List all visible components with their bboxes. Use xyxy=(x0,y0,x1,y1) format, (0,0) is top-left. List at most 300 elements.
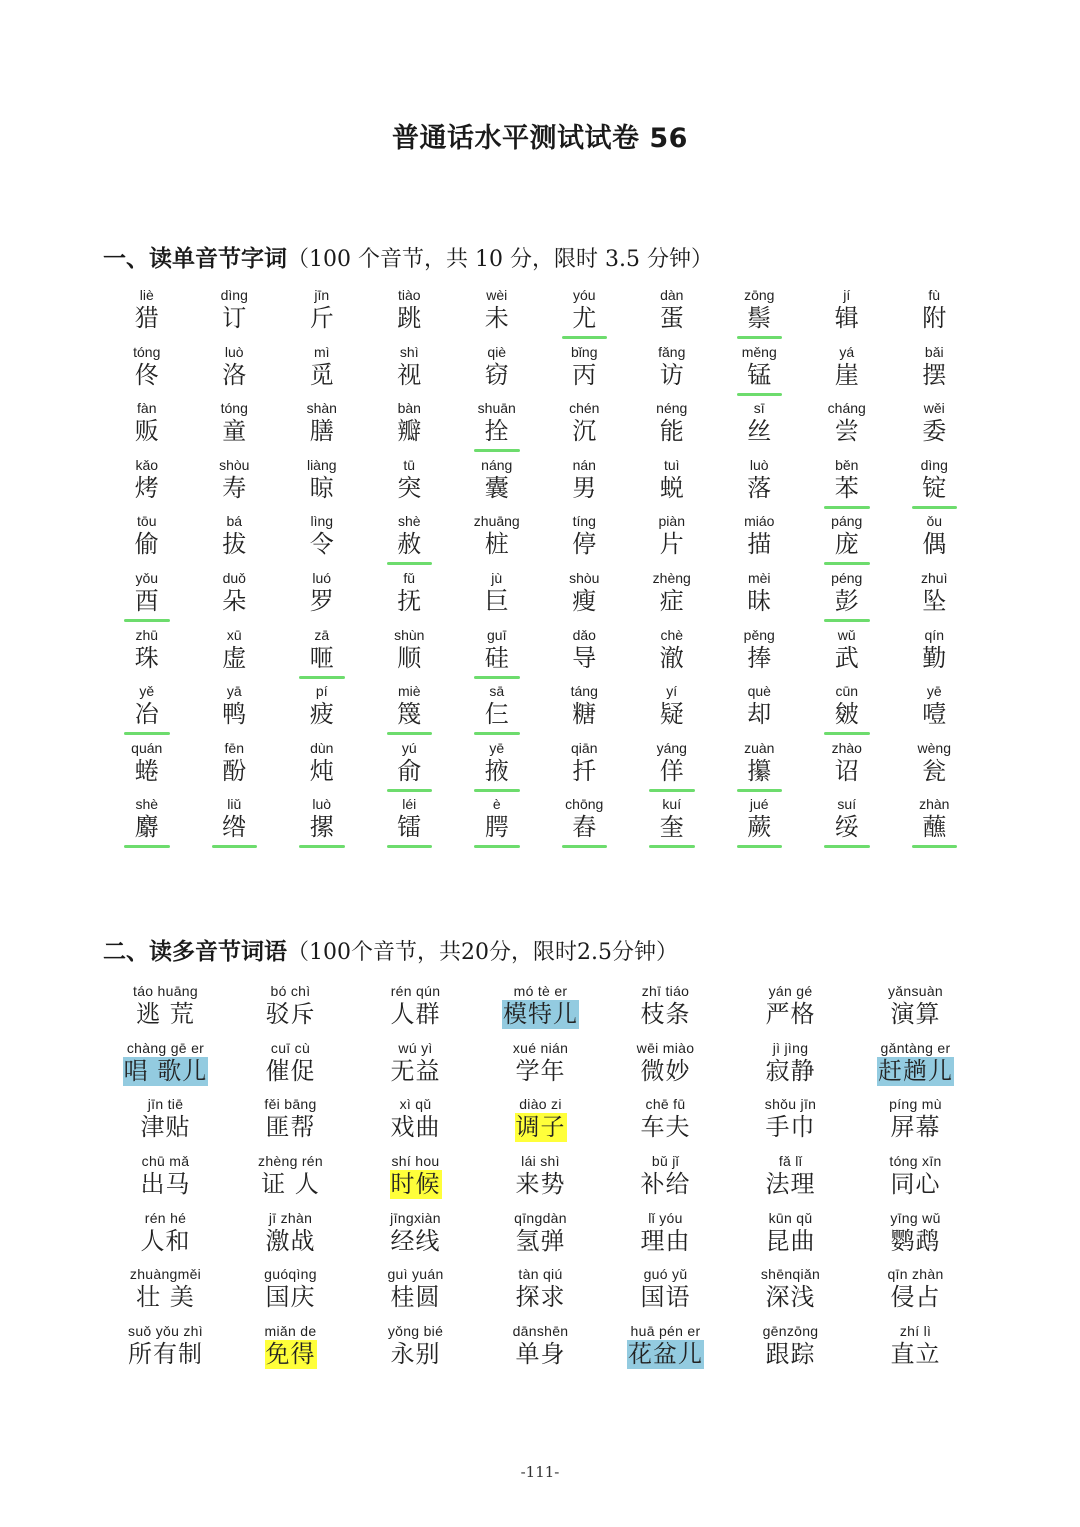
hanzi-word: 经线 xyxy=(390,1226,441,1255)
char-item xyxy=(803,287,891,344)
hanzi-char: 寿 xyxy=(222,473,247,502)
word-item xyxy=(478,983,603,1040)
pinyin-label: tóng xyxy=(220,400,248,417)
hanzi-char: 偶 xyxy=(922,530,947,559)
hanzi-char: 令 xyxy=(309,530,334,559)
hanzi-word: 调子 xyxy=(515,1113,566,1142)
word-item xyxy=(728,1266,853,1323)
pinyin-label: miè xyxy=(397,683,421,700)
pinyin-label: shàn xyxy=(306,400,337,417)
char-item xyxy=(541,570,629,627)
hanzi-char: 赦 xyxy=(397,530,422,559)
pinyin-label: qín xyxy=(924,626,944,643)
char-item xyxy=(716,457,804,514)
hanzi-char: 症 xyxy=(659,586,684,615)
hanzi-char: 噎 xyxy=(922,700,947,729)
char-item xyxy=(278,740,366,797)
hanzi-char: 停 xyxy=(572,530,597,559)
hanzi-char: 拔 xyxy=(222,530,247,559)
word-item xyxy=(853,1323,978,1380)
hanzi-char: 咂 xyxy=(309,643,334,672)
section-1-heading xyxy=(103,240,713,273)
pinyin-label: liǔ xyxy=(227,796,242,813)
pinyin-label: luó xyxy=(312,569,332,586)
pinyin-label: yú xyxy=(401,739,417,756)
hanzi-word: 桂圆 xyxy=(390,1283,441,1312)
char-item xyxy=(278,627,366,684)
hanzi-char: 未 xyxy=(484,304,509,332)
pinyin-label: liè xyxy=(139,287,154,303)
pinyin-label: yǒu xyxy=(135,569,159,586)
pinyin-label: zhū xyxy=(135,626,159,643)
word-item xyxy=(103,1153,228,1210)
char-item xyxy=(366,457,454,514)
hanzi-word: 逃 荒 xyxy=(136,1000,195,1028)
hanzi-word: 直立 xyxy=(890,1340,941,1369)
hanzi-char: 觅 xyxy=(309,360,334,389)
hanzi-word: 昆曲 xyxy=(765,1226,816,1255)
hanzi-char: 勤 xyxy=(922,643,947,672)
pinyin-label: shè xyxy=(135,796,159,813)
hanzi-word: 出马 xyxy=(140,1170,191,1199)
char-item xyxy=(628,627,716,684)
hanzi-word: 驳斥 xyxy=(265,1000,316,1028)
char-item xyxy=(541,400,629,457)
char-item xyxy=(716,570,804,627)
hanzi-char: 麝 xyxy=(134,813,159,842)
pinyin-label: shùn xyxy=(394,626,425,643)
char-item xyxy=(453,627,541,684)
pinyin-label: tàn qiú xyxy=(518,1266,563,1283)
word-item xyxy=(353,1096,478,1153)
hanzi-word: 花盆儿 xyxy=(628,1340,703,1369)
hanzi-char: 能 xyxy=(659,417,684,446)
char-item xyxy=(803,400,891,457)
char-item xyxy=(278,287,366,344)
pinyin-label: chē fū xyxy=(645,1096,686,1113)
char-item xyxy=(366,570,454,627)
pinyin-label: luò xyxy=(312,796,332,813)
pinyin-label: zā xyxy=(314,626,330,643)
pinyin-label: tōu xyxy=(137,513,157,530)
hanzi-word: 枝条 xyxy=(640,1000,691,1028)
hanzi-word: 国庆 xyxy=(265,1283,316,1312)
pinyin-label: yóu xyxy=(572,287,596,303)
hanzi-char: 锭 xyxy=(922,473,947,502)
char-item xyxy=(453,400,541,457)
hanzi-char: 皴 xyxy=(834,700,859,729)
pinyin-label: zuàn xyxy=(744,739,775,756)
pinyin-label: yǎnsuàn xyxy=(887,983,944,999)
char-item xyxy=(191,627,279,684)
char-item xyxy=(366,513,454,570)
hanzi-char: 摆 xyxy=(922,360,947,389)
pinyin-label: chōng xyxy=(565,796,604,813)
pinyin-label: péng xyxy=(831,569,863,586)
hanzi-char: 斤 xyxy=(309,304,334,332)
word-item xyxy=(478,1210,603,1267)
pinyin-label: yē xyxy=(926,683,942,700)
char-item xyxy=(366,683,454,740)
pinyin-label: shè xyxy=(397,513,421,530)
pinyin-label: mèi xyxy=(747,569,771,586)
word-item xyxy=(603,1040,728,1097)
section-2-title: 二、读多音节词语 xyxy=(103,939,287,965)
char-item xyxy=(628,683,716,740)
hanzi-word: 人群 xyxy=(390,1000,441,1028)
char-item xyxy=(366,627,454,684)
hanzi-char: 拴 xyxy=(484,417,509,446)
word-item xyxy=(103,1266,228,1323)
hanzi-char: 男 xyxy=(572,473,597,502)
hanzi-word: 单身 xyxy=(515,1340,566,1369)
word-item xyxy=(353,1153,478,1210)
char-item xyxy=(541,457,629,514)
hanzi-char: 丝 xyxy=(747,417,772,446)
hanzi-char: 尤 xyxy=(572,304,597,332)
hanzi-word: 永别 xyxy=(390,1340,441,1369)
hanzi-word: 壮 美 xyxy=(136,1283,195,1312)
word-item xyxy=(603,1266,728,1323)
char-item xyxy=(541,344,629,401)
char-item xyxy=(103,457,191,514)
word-item xyxy=(103,1323,228,1380)
hanzi-char: 视 xyxy=(397,360,422,389)
char-item xyxy=(366,400,454,457)
pinyin-label: shì xyxy=(399,343,419,360)
hanzi-word: 微妙 xyxy=(640,1056,691,1085)
pinyin-label: yí xyxy=(666,683,678,700)
hanzi-char: 彭 xyxy=(834,586,859,615)
char-item xyxy=(716,513,804,570)
char-item xyxy=(366,740,454,797)
char-item xyxy=(103,400,191,457)
pinyin-label: fù xyxy=(928,287,941,303)
char-item xyxy=(191,344,279,401)
pinyin-label: fǔ xyxy=(403,569,416,586)
hanzi-word: 匪帮 xyxy=(265,1113,316,1142)
pinyin-label: wǔ xyxy=(837,626,856,643)
char-item xyxy=(453,457,541,514)
pinyin-label: jīn xyxy=(314,287,330,303)
hanzi-char: 蕨 xyxy=(747,813,772,842)
hanzi-word: 演算 xyxy=(890,1000,941,1028)
hanzi-word: 人和 xyxy=(140,1226,191,1255)
hanzi-char: 罗 xyxy=(309,586,334,615)
char-item xyxy=(803,683,891,740)
hanzi-word: 免得 xyxy=(265,1340,316,1369)
pinyin-label: chén xyxy=(569,400,600,417)
hanzi-word: 同心 xyxy=(890,1170,941,1199)
pinyin-label: jí xyxy=(843,287,851,303)
hanzi-word: 催促 xyxy=(265,1056,316,1085)
hanzi-char: 童 xyxy=(222,417,247,446)
hanzi-char: 落 xyxy=(747,473,772,502)
pinyin-label: yě xyxy=(139,683,155,700)
pinyin-label: tū xyxy=(403,456,416,473)
hanzi-char: 蛋 xyxy=(659,304,684,332)
pinyin-label: yǒng bié xyxy=(387,1323,444,1340)
pinyin-label: yán gé xyxy=(768,983,813,999)
hanzi-char: 篾 xyxy=(397,700,422,729)
char-item xyxy=(278,400,366,457)
pinyin-label: mó tè er xyxy=(513,983,568,999)
word-item xyxy=(228,1210,353,1267)
char-item xyxy=(891,796,979,853)
char-item xyxy=(628,457,716,514)
word-item xyxy=(478,1096,603,1153)
word-item xyxy=(353,983,478,1040)
word-item xyxy=(353,1323,478,1380)
pinyin-label: shòu xyxy=(569,569,600,586)
pinyin-label: yīng wǔ xyxy=(890,1209,941,1226)
char-item xyxy=(628,570,716,627)
hanzi-char: 片 xyxy=(659,530,684,559)
char-item xyxy=(191,570,279,627)
hanzi-char: 镭 xyxy=(397,813,422,842)
char-item xyxy=(891,627,979,684)
hanzi-word: 学年 xyxy=(515,1056,566,1085)
hanzi-char: 附 xyxy=(922,304,947,332)
pinyin-label: rén hé xyxy=(144,1209,187,1226)
hanzi-char: 鬃 xyxy=(747,304,772,332)
pinyin-label: mì xyxy=(313,343,330,360)
pinyin-label: kuí xyxy=(662,796,682,813)
pinyin-label: qīn zhàn xyxy=(887,1266,944,1283)
hanzi-word: 来势 xyxy=(515,1170,566,1199)
hanzi-char: 扦 xyxy=(572,756,597,785)
hanzi-char: 酚 xyxy=(222,756,247,785)
page-title: 普通话水平测试试卷 56 xyxy=(392,123,688,154)
hanzi-char: 抚 xyxy=(397,586,422,615)
char-item xyxy=(891,683,979,740)
section-2-note: （100个音节，共20分，限时2.5分钟） xyxy=(287,940,678,965)
pinyin-label: fēn xyxy=(224,739,244,756)
pinyin-label: zhèng rén xyxy=(258,1153,323,1170)
pinyin-label: tóng xyxy=(133,343,161,360)
word-item xyxy=(853,1040,978,1097)
char-item xyxy=(278,683,366,740)
hanzi-char: 朵 xyxy=(222,586,247,615)
hanzi-char: 窃 xyxy=(484,360,509,389)
pinyin-label: cūn xyxy=(835,683,859,700)
char-item xyxy=(628,287,716,344)
hanzi-char: 冶 xyxy=(134,700,159,729)
pinyin-label: dìng xyxy=(220,287,248,303)
word-item xyxy=(853,1266,978,1323)
pinyin-label: pí xyxy=(315,683,328,700)
word-item xyxy=(228,1096,353,1153)
hanzi-char: 昧 xyxy=(747,586,772,615)
pinyin-label: tíng xyxy=(572,513,596,530)
char-item xyxy=(803,796,891,853)
pinyin-label: duǒ xyxy=(222,569,246,586)
hanzi-char: 烤 xyxy=(134,473,159,502)
hanzi-char: 硅 xyxy=(484,643,509,672)
char-item xyxy=(103,287,191,344)
pinyin-label: léi xyxy=(402,796,417,813)
char-item xyxy=(716,740,804,797)
char-item xyxy=(803,513,891,570)
pinyin-label: luò xyxy=(224,343,244,360)
char-item xyxy=(541,287,629,344)
char-item xyxy=(628,740,716,797)
char-item xyxy=(541,740,629,797)
pinyin-label: ǒu xyxy=(926,513,943,530)
char-item xyxy=(191,457,279,514)
pinyin-label: táo huāng xyxy=(133,983,198,999)
hanzi-char: 晾 xyxy=(309,473,334,502)
hanzi-char: 庞 xyxy=(834,530,859,559)
pinyin-label: táng xyxy=(570,683,598,700)
pinyin-label: néng xyxy=(656,400,688,417)
hanzi-word: 法理 xyxy=(765,1170,816,1199)
char-item xyxy=(278,344,366,401)
hanzi-word: 唱 歌儿 xyxy=(123,1056,208,1085)
char-item xyxy=(541,513,629,570)
pinyin-label: zhuāng xyxy=(473,513,520,530)
pinyin-label: jué xyxy=(749,796,769,813)
hanzi-char: 囊 xyxy=(484,473,509,502)
hanzi-char: 酉 xyxy=(134,586,159,615)
pinyin-label: luò xyxy=(749,456,769,473)
pinyin-label: wú yì xyxy=(398,1039,433,1056)
pinyin-label: guì yuán xyxy=(387,1266,444,1283)
pinyin-label: jīn tiē xyxy=(147,1096,184,1113)
pinyin-label: nán xyxy=(572,456,596,473)
pinyin-label: fǎ lǐ xyxy=(778,1153,803,1170)
pinyin-label: shòu xyxy=(219,456,250,473)
pinyin-label: chàng gē er xyxy=(126,1039,205,1056)
pinyin-label: cuī cù xyxy=(270,1039,311,1056)
hanzi-word: 时候 xyxy=(390,1170,441,1199)
pinyin-label: zhí lì xyxy=(899,1323,932,1340)
hanzi-char: 委 xyxy=(922,417,947,446)
hanzi-char: 瘦 xyxy=(572,586,597,615)
char-item xyxy=(103,513,191,570)
word-item xyxy=(103,1040,228,1097)
word-item xyxy=(603,1323,728,1380)
hanzi-char: 巨 xyxy=(484,586,509,615)
pinyin-label: dìng xyxy=(920,456,948,473)
char-item xyxy=(541,683,629,740)
char-item xyxy=(716,683,804,740)
word-item xyxy=(103,1210,228,1267)
hanzi-word: 证 人 xyxy=(261,1170,320,1199)
pinyin-label: shí hou xyxy=(391,1153,440,1170)
pinyin-label: diào zi xyxy=(519,1096,562,1113)
pinyin-label: pěng xyxy=(743,626,775,643)
char-item xyxy=(891,570,979,627)
char-item xyxy=(278,570,366,627)
hanzi-char: 珠 xyxy=(134,643,159,672)
hanzi-word: 跟踪 xyxy=(765,1340,816,1369)
hanzi-char: 俞 xyxy=(397,756,422,785)
hanzi-word: 模特儿 xyxy=(503,1000,578,1028)
pinyin-label: wěi xyxy=(923,400,945,417)
hanzi-word: 严格 xyxy=(765,1000,816,1028)
pinyin-label: běn xyxy=(835,456,859,473)
char-item xyxy=(628,513,716,570)
char-item xyxy=(103,683,191,740)
pinyin-label: yáng xyxy=(656,739,687,756)
word-item xyxy=(728,1153,853,1210)
word-item xyxy=(478,1323,603,1380)
word-item xyxy=(603,1096,728,1153)
pinyin-label: miáo xyxy=(744,513,775,530)
char-item xyxy=(628,344,716,401)
pinyin-label: fǎng xyxy=(658,343,686,360)
hanzi-char: 澈 xyxy=(659,643,684,672)
pinyin-label: wèi xyxy=(486,287,508,303)
char-item xyxy=(191,740,279,797)
word-item xyxy=(728,983,853,1040)
char-item xyxy=(803,344,891,401)
pinyin-label: fěi bāng xyxy=(264,1096,317,1113)
hanzi-char: 仨 xyxy=(484,700,509,729)
hanzi-word: 津贴 xyxy=(140,1113,191,1142)
pinyin-label: qiān xyxy=(571,739,598,756)
word-item xyxy=(603,983,728,1040)
hanzi-word: 补给 xyxy=(640,1170,691,1199)
char-item xyxy=(891,513,979,570)
hanzi-word: 所有制 xyxy=(128,1340,203,1369)
pinyin-label: quán xyxy=(131,739,163,756)
pinyin-label: lǐ yóu xyxy=(648,1209,683,1226)
char-item xyxy=(628,400,716,457)
pinyin-label: chū mǎ xyxy=(141,1153,190,1170)
pinyin-label: bǎi xyxy=(924,343,944,360)
char-item xyxy=(103,740,191,797)
pinyin-label: suǒ yǒu zhì xyxy=(128,1323,203,1340)
hanzi-char: 辑 xyxy=(834,304,859,332)
word-item xyxy=(353,1210,478,1267)
pinyin-label: guī xyxy=(487,626,507,643)
word-item xyxy=(728,1040,853,1097)
char-item xyxy=(803,570,891,627)
char-item xyxy=(716,344,804,401)
hanzi-char: 描 xyxy=(747,530,772,559)
hanzi-word: 深浅 xyxy=(765,1283,816,1312)
pinyin-label: dānshēn xyxy=(512,1323,569,1340)
char-item xyxy=(453,344,541,401)
char-item xyxy=(103,627,191,684)
pinyin-label: bǐng xyxy=(571,343,598,360)
pinyin-label: chè xyxy=(660,626,684,643)
pinyin-label: náng xyxy=(481,456,513,473)
single-syllable-grid xyxy=(103,287,978,853)
pinyin-label: dǎo xyxy=(572,626,596,643)
pinyin-label: dùn xyxy=(310,739,334,756)
pinyin-label: kūn qǔ xyxy=(768,1209,813,1226)
section-1-note: （100 个音节，共 10 分，限时 3.5 分钟） xyxy=(287,247,713,272)
char-item xyxy=(803,457,891,514)
word-item xyxy=(228,1266,353,1323)
hanzi-char: 丙 xyxy=(572,360,597,389)
hanzi-char: 猎 xyxy=(134,304,159,332)
pinyin-label: jīngxiàn xyxy=(390,1209,441,1226)
word-item xyxy=(353,1040,478,1097)
pinyin-label: tiào xyxy=(397,287,421,303)
char-item xyxy=(453,570,541,627)
pinyin-label: qiè xyxy=(487,343,507,360)
hanzi-word: 国语 xyxy=(640,1283,691,1312)
hanzi-char: 贩 xyxy=(134,417,159,446)
pinyin-label: xué nián xyxy=(512,1039,569,1056)
char-item xyxy=(278,457,366,514)
char-item xyxy=(103,796,191,853)
pinyin-label: yē xyxy=(489,739,505,756)
